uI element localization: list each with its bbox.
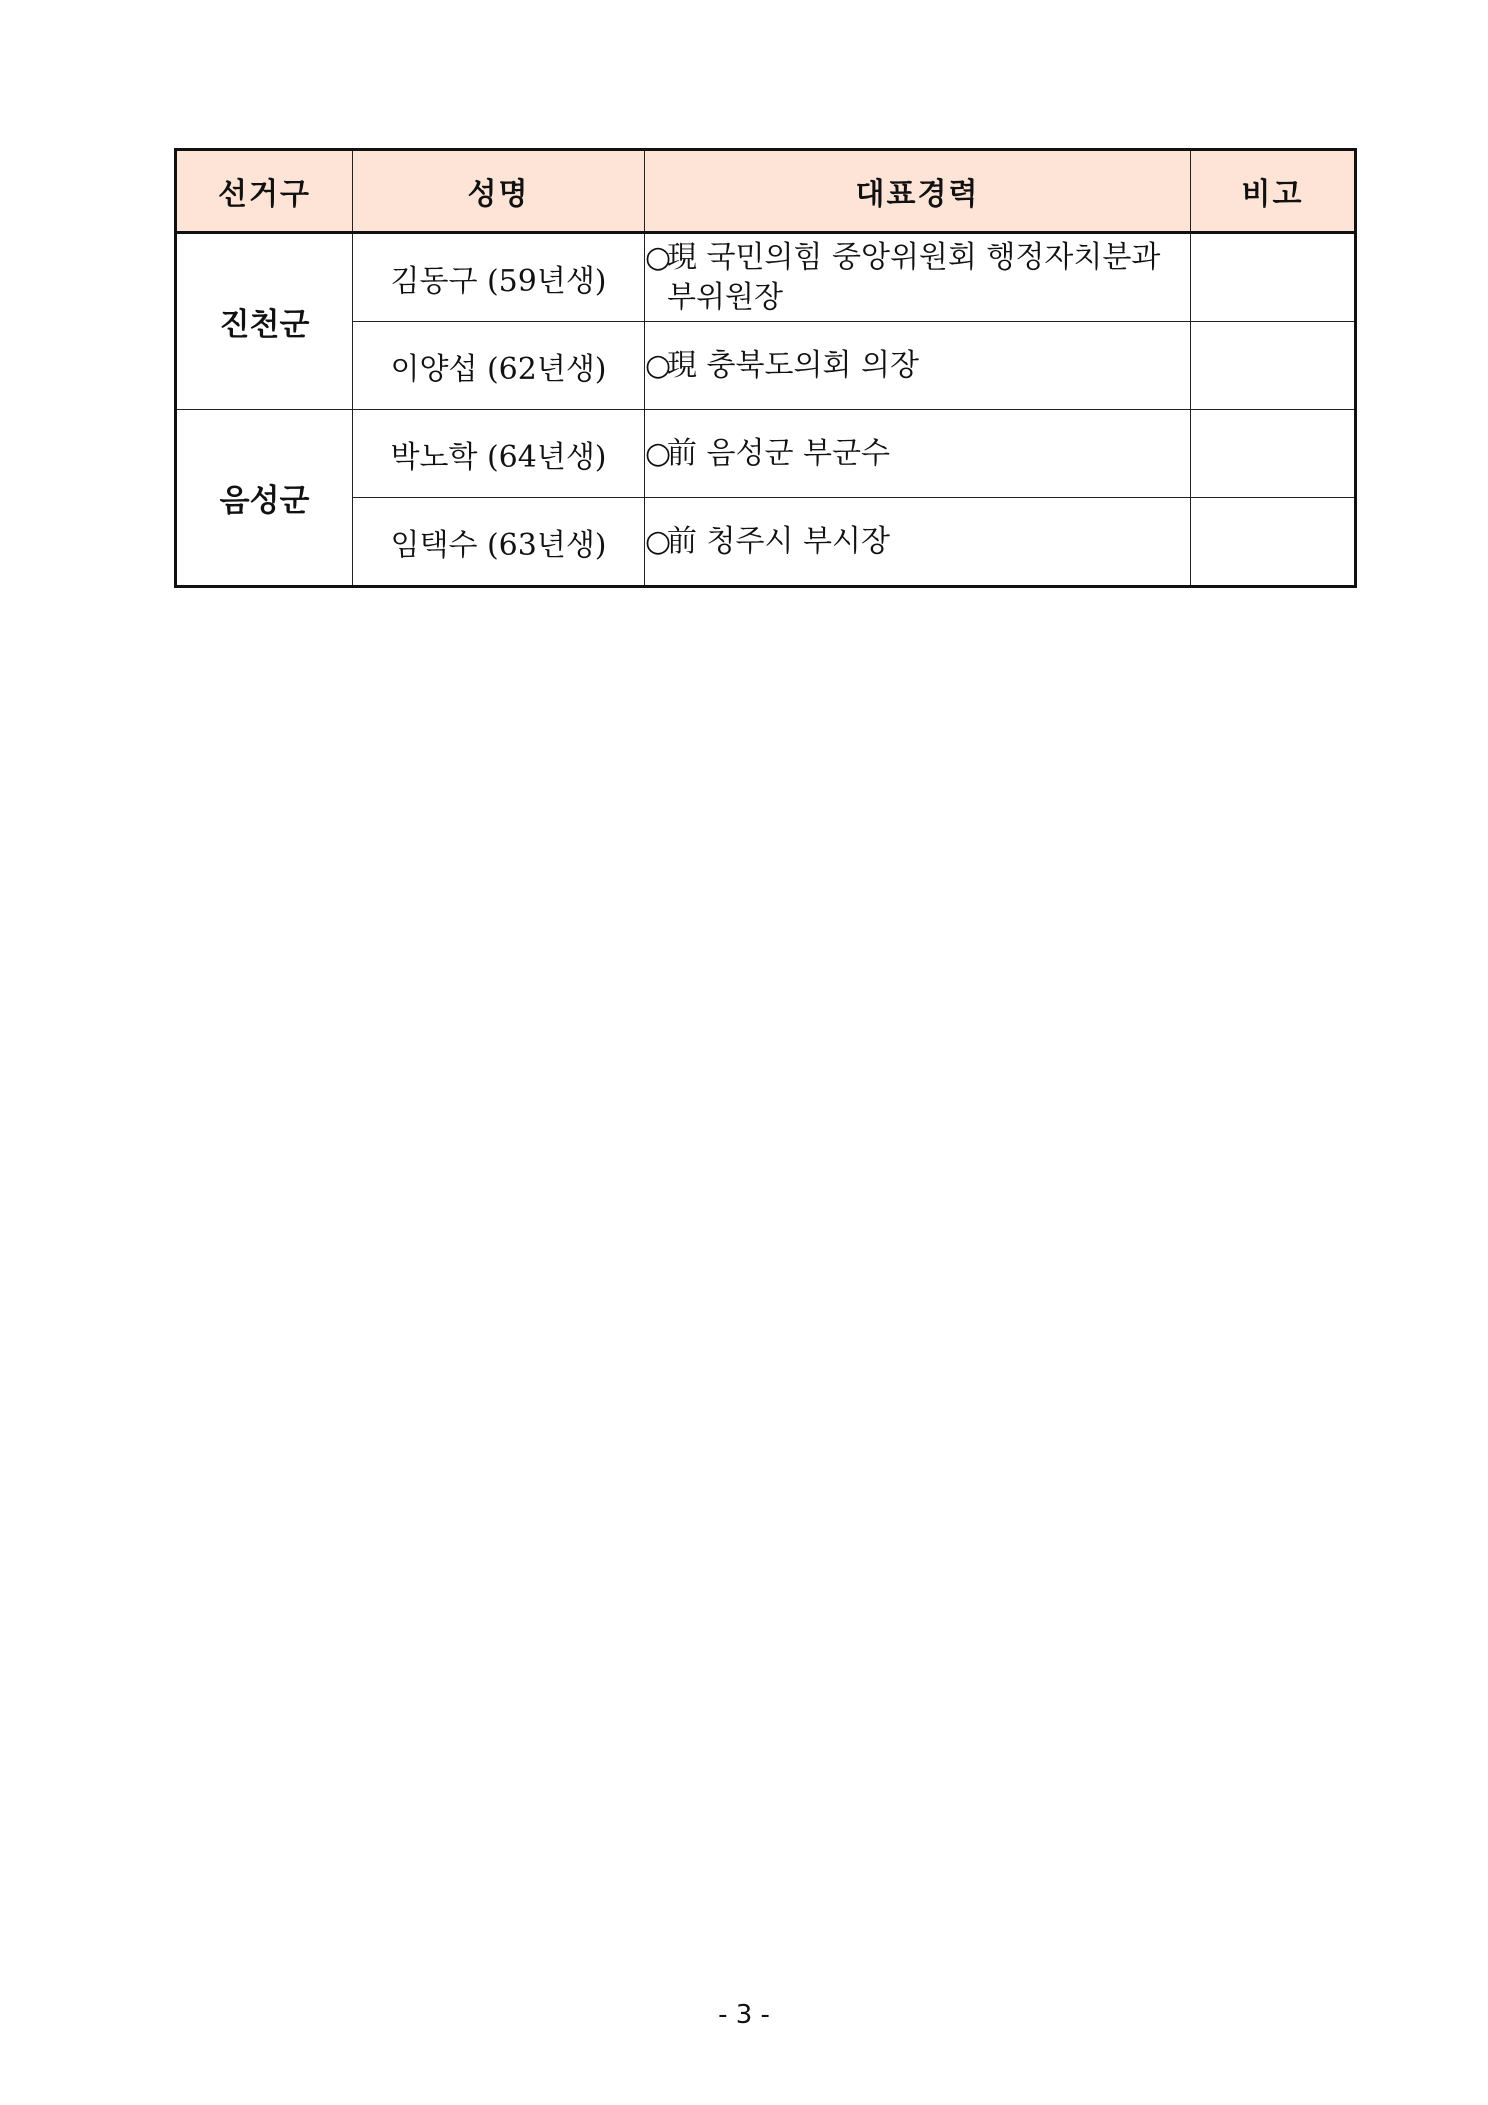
career-cell <box>645 410 1191 498</box>
note-cell <box>1191 322 1356 410</box>
district-cell: 진천군 <box>176 233 353 410</box>
table-header-row <box>176 150 1356 233</box>
header-name: 성명 <box>353 150 645 233</box>
table-row <box>176 322 1356 410</box>
candidate-name: 김동구 (59년생) <box>353 233 645 322</box>
note-cell <box>1191 233 1356 322</box>
candidate-table <box>174 148 1357 588</box>
career-text: 現 충북도의회 의장 <box>667 347 919 383</box>
header-note: 비고 <box>1191 150 1356 233</box>
note-cell <box>1191 498 1356 587</box>
header-career: 대표경력 <box>645 150 1191 233</box>
bullet-mark: ○ <box>645 239 672 275</box>
note-cell <box>1191 410 1356 498</box>
career-text: 前 청주시 부시장 <box>667 523 890 559</box>
candidate-name: 임택수 (63년생) <box>353 498 645 587</box>
career-text: 前 음성군 부군수 <box>667 435 890 471</box>
header-district: 선거구 <box>176 150 353 233</box>
bullet-mark: ○ <box>645 347 672 383</box>
table-row <box>176 410 1356 498</box>
table-row <box>176 498 1356 587</box>
bullet-mark: ○ <box>645 435 672 471</box>
bullet-mark: ○ <box>645 523 672 559</box>
district-cell: 음성군 <box>176 410 353 587</box>
career-cell <box>645 322 1191 410</box>
career-cell <box>645 233 1191 322</box>
page-number: - 3 - <box>718 2000 770 2030</box>
career-cell <box>645 498 1191 587</box>
candidate-name: 박노학 (64년생) <box>353 410 645 498</box>
table-row <box>176 233 1356 322</box>
career-text-continued: 부위원장 <box>667 279 783 315</box>
candidate-name: 이양섭 (62년생) <box>353 322 645 410</box>
career-text: 現 국민의힘 중앙위원회 행정자치분과 <box>667 239 1161 275</box>
